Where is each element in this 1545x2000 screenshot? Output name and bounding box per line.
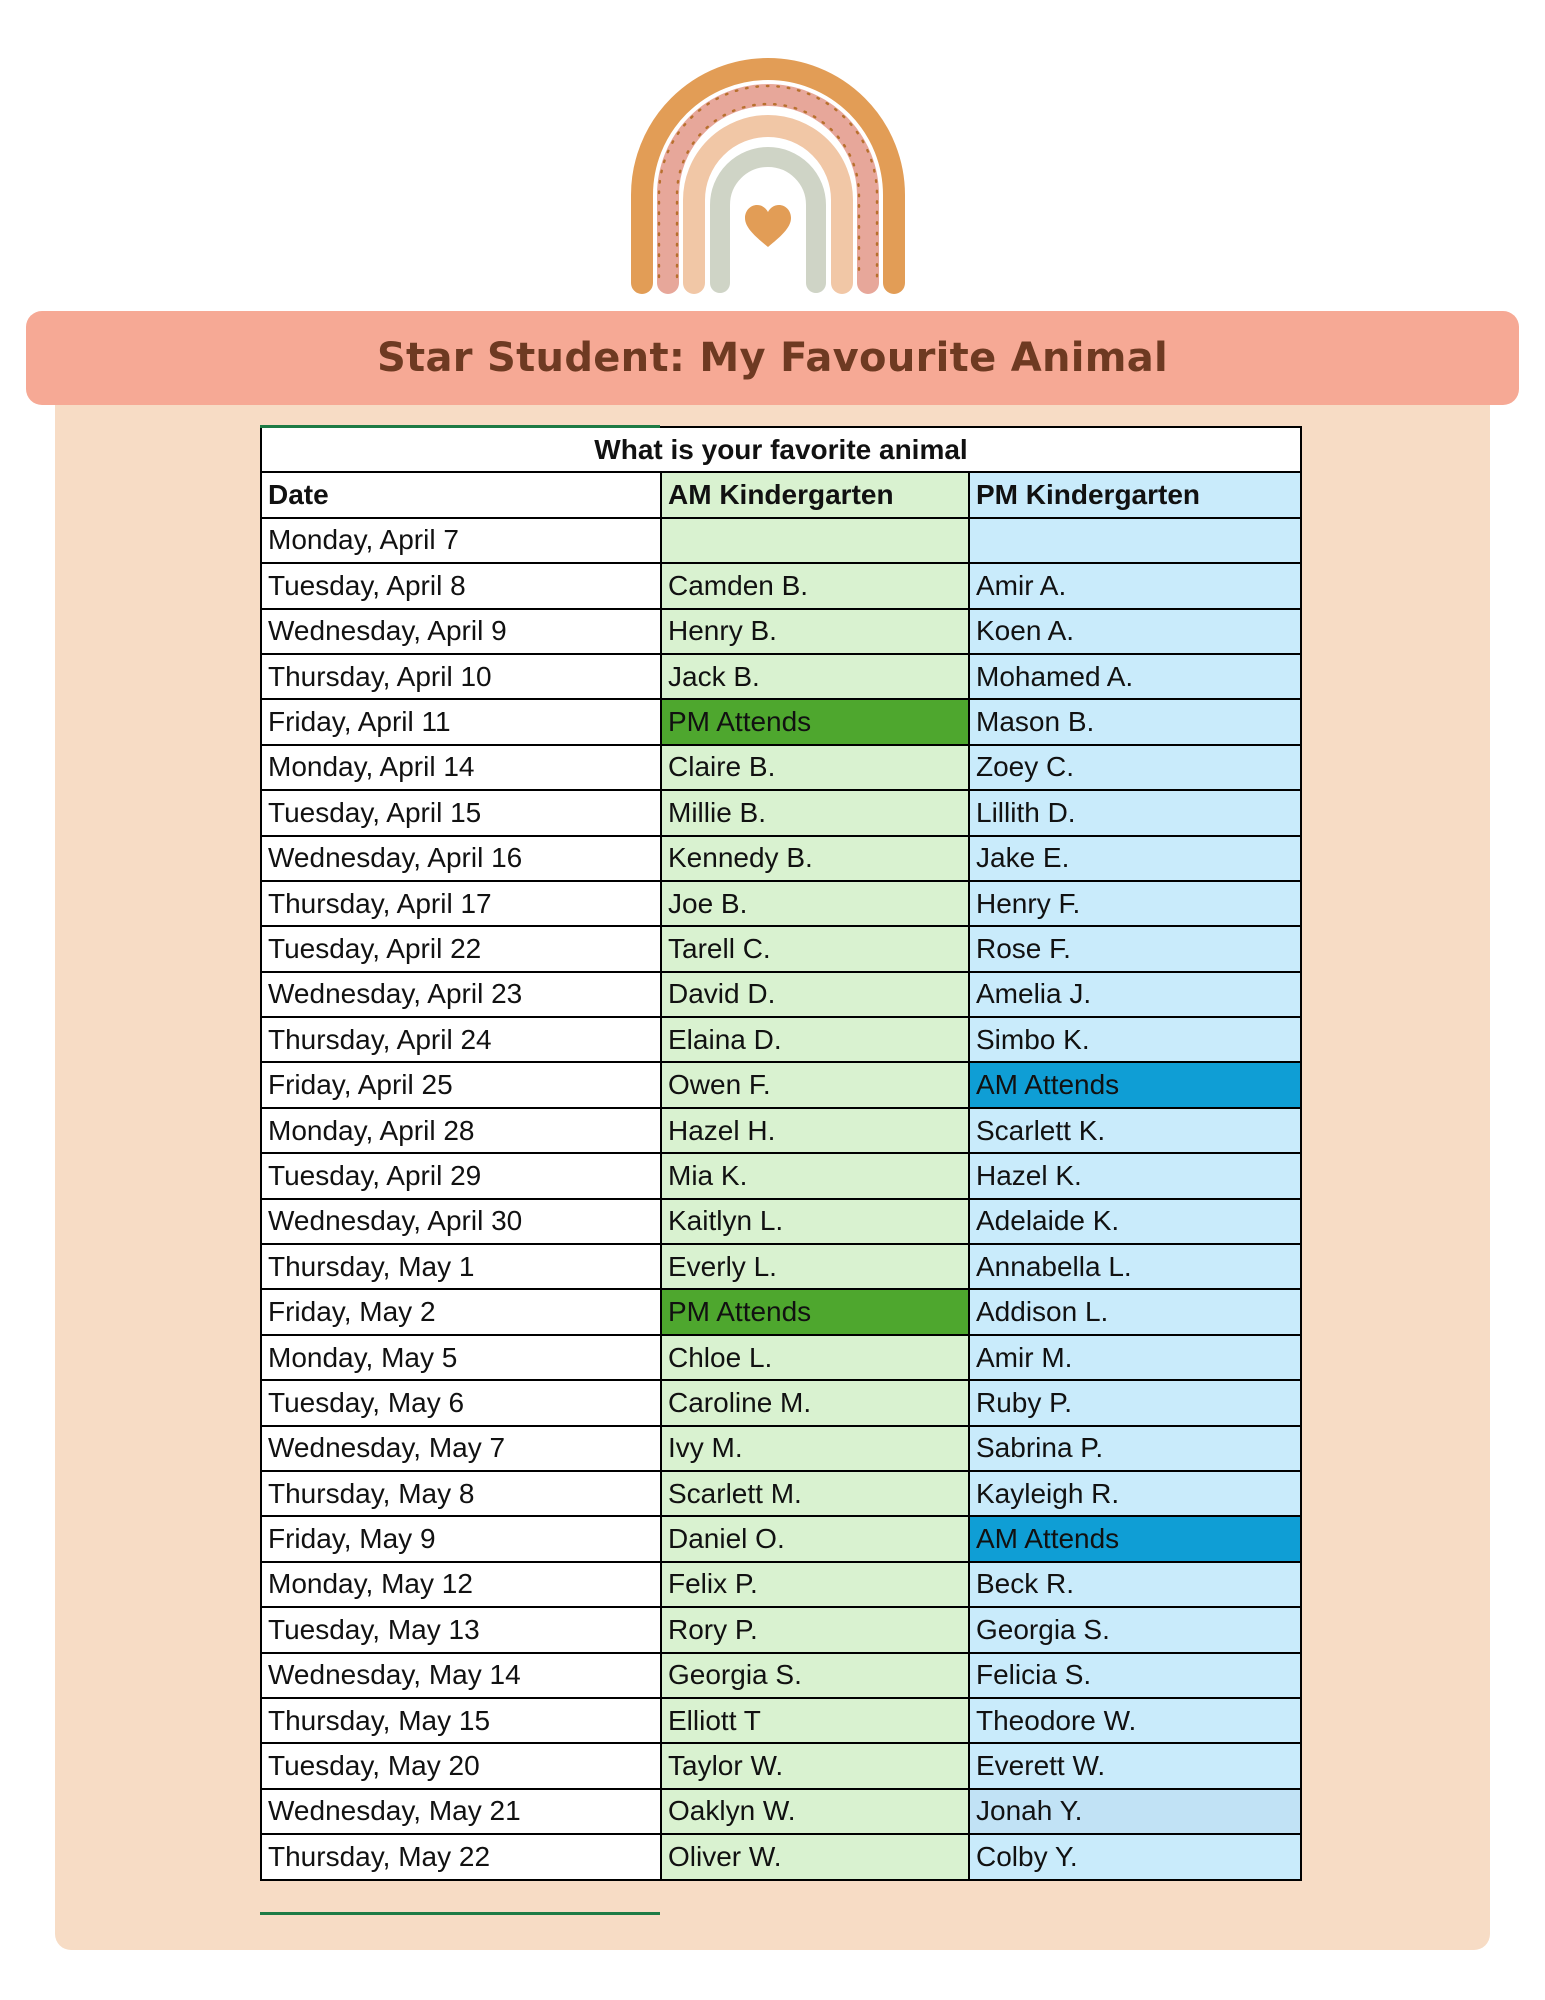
pm-student-cell: Theodore W. xyxy=(969,1698,1301,1743)
table-row xyxy=(261,654,1301,699)
am-student-cell: Jack B. xyxy=(661,654,969,699)
pm-student-cell: Simbo K. xyxy=(969,1017,1301,1062)
table-row xyxy=(261,881,1301,926)
pm-student-cell: Scarlett K. xyxy=(969,1108,1301,1153)
date-cell: Thursday, May 15 xyxy=(261,1698,661,1743)
table-row xyxy=(261,1017,1301,1062)
table-row xyxy=(261,1108,1301,1153)
table-row xyxy=(261,1153,1301,1198)
table-row xyxy=(261,609,1301,654)
am-student-cell: Camden B. xyxy=(661,563,969,608)
date-cell: Tuesday, April 29 xyxy=(261,1153,661,1198)
date-cell: Wednesday, May 21 xyxy=(261,1789,661,1834)
am-student-cell: Joe B. xyxy=(661,881,969,926)
am-student-cell: Owen F. xyxy=(661,1062,969,1107)
date-cell: Tuesday, May 13 xyxy=(261,1607,661,1652)
pm-student-cell: Hazel K. xyxy=(969,1153,1301,1198)
date-cell: Friday, April 11 xyxy=(261,699,661,744)
table-row xyxy=(261,790,1301,835)
table-row xyxy=(261,518,1301,563)
pm-student-cell: Colby Y. xyxy=(969,1834,1301,1879)
date-cell: Thursday, May 8 xyxy=(261,1471,661,1516)
pm-student-cell: Everett W. xyxy=(969,1743,1301,1788)
table-row xyxy=(261,1607,1301,1652)
pm-student-cell: AM Attends xyxy=(969,1516,1301,1561)
table-row xyxy=(261,745,1301,790)
table-title: What is your favorite animal xyxy=(261,427,1301,472)
am-student-cell: Elaina D. xyxy=(661,1017,969,1062)
pm-student-cell: Felicia S. xyxy=(969,1653,1301,1698)
date-cell: Tuesday, May 20 xyxy=(261,1743,661,1788)
am-student-cell: Henry B. xyxy=(661,609,969,654)
table-row xyxy=(261,563,1301,608)
date-cell: Tuesday, April 22 xyxy=(261,926,661,971)
selection-border-top xyxy=(260,425,660,428)
am-student-cell: Hazel H. xyxy=(661,1108,969,1153)
date-cell: Thursday, April 10 xyxy=(261,654,661,699)
table-row xyxy=(261,1516,1301,1561)
rainbow-heart-icon xyxy=(628,55,908,295)
header-date: Date xyxy=(261,472,661,517)
am-student-cell: Oliver W. xyxy=(661,1834,969,1879)
am-student-cell: Claire B. xyxy=(661,745,969,790)
table-row xyxy=(261,836,1301,881)
table-row xyxy=(261,1062,1301,1107)
am-student-cell xyxy=(661,518,969,563)
table-row xyxy=(261,1743,1301,1788)
table-row xyxy=(261,926,1301,971)
date-cell: Wednesday, May 7 xyxy=(261,1426,661,1471)
pm-student-cell: Koen A. xyxy=(969,609,1301,654)
pm-student-cell: Kayleigh R. xyxy=(969,1471,1301,1516)
table-row xyxy=(261,1789,1301,1834)
date-cell: Friday, May 2 xyxy=(261,1289,661,1334)
header-am-kindergarten: AM Kindergarten xyxy=(661,472,969,517)
table-row xyxy=(261,1562,1301,1607)
table-row xyxy=(261,1471,1301,1516)
date-cell: Wednesday, April 16 xyxy=(261,836,661,881)
date-cell: Friday, April 25 xyxy=(261,1062,661,1107)
selection-border-bottom xyxy=(260,1912,660,1915)
pm-student-cell xyxy=(969,518,1301,563)
header-pm-kindergarten: PM Kindergarten xyxy=(969,472,1301,517)
date-cell: Tuesday, April 8 xyxy=(261,563,661,608)
pm-student-cell: Mason B. xyxy=(969,699,1301,744)
page-title: Star Student: My Favourite Animal xyxy=(376,335,1169,381)
am-student-cell: Ivy M. xyxy=(661,1426,969,1471)
am-student-cell: David D. xyxy=(661,972,969,1017)
am-student-cell: Felix P. xyxy=(661,1562,969,1607)
date-cell: Wednesday, April 23 xyxy=(261,972,661,1017)
am-student-cell: Everly L. xyxy=(661,1244,969,1289)
am-student-cell: Scarlett M. xyxy=(661,1471,969,1516)
am-student-cell: Georgia S. xyxy=(661,1653,969,1698)
table-row xyxy=(261,1244,1301,1289)
table-row xyxy=(261,1834,1301,1879)
date-cell: Wednesday, May 14 xyxy=(261,1653,661,1698)
date-cell: Thursday, May 1 xyxy=(261,1244,661,1289)
am-student-cell: Kennedy B. xyxy=(661,836,969,881)
date-cell: Tuesday, April 15 xyxy=(261,790,661,835)
pm-student-cell: Georgia S. xyxy=(969,1607,1301,1652)
pm-student-cell: Rose F. xyxy=(969,926,1301,971)
am-student-cell: Caroline M. xyxy=(661,1380,969,1425)
table-row xyxy=(261,972,1301,1017)
pm-student-cell: Ruby P. xyxy=(969,1380,1301,1425)
schedule-table xyxy=(260,426,1302,1881)
am-student-cell: PM Attends xyxy=(661,1289,969,1334)
date-cell: Monday, May 5 xyxy=(261,1335,661,1380)
date-cell: Thursday, May 22 xyxy=(261,1834,661,1879)
date-cell: Monday, April 14 xyxy=(261,745,661,790)
pm-student-cell: Amelia J. xyxy=(969,972,1301,1017)
am-student-cell: Elliott T xyxy=(661,1698,969,1743)
pm-student-cell: Annabella L. xyxy=(969,1244,1301,1289)
am-student-cell: Mia K. xyxy=(661,1153,969,1198)
table-row xyxy=(261,1426,1301,1471)
am-student-cell: Rory P. xyxy=(661,1607,969,1652)
table-row xyxy=(261,1199,1301,1244)
am-student-cell: Millie B. xyxy=(661,790,969,835)
date-cell: Thursday, April 17 xyxy=(261,881,661,926)
pm-student-cell: Jake E. xyxy=(969,836,1301,881)
date-cell: Wednesday, April 9 xyxy=(261,609,661,654)
table-row xyxy=(261,1289,1301,1334)
pm-student-cell: Zoey C. xyxy=(969,745,1301,790)
am-student-cell: Tarell C. xyxy=(661,926,969,971)
date-cell: Friday, May 9 xyxy=(261,1516,661,1561)
pm-student-cell: Sabrina P. xyxy=(969,1426,1301,1471)
am-student-cell: Taylor W. xyxy=(661,1743,969,1788)
table-row xyxy=(261,1335,1301,1380)
am-student-cell: Oaklyn W. xyxy=(661,1789,969,1834)
am-student-cell: Chloe L. xyxy=(661,1335,969,1380)
date-cell: Tuesday, May 6 xyxy=(261,1380,661,1425)
table-row xyxy=(261,1653,1301,1698)
pm-student-cell: Beck R. xyxy=(969,1562,1301,1607)
pm-student-cell: Mohamed A. xyxy=(969,654,1301,699)
date-cell: Monday, April 28 xyxy=(261,1108,661,1153)
date-cell: Monday, April 7 xyxy=(261,518,661,563)
date-cell: Thursday, April 24 xyxy=(261,1017,661,1062)
am-student-cell: Kaitlyn L. xyxy=(661,1199,969,1244)
pm-student-cell: AM Attends xyxy=(969,1062,1301,1107)
am-student-cell: PM Attends xyxy=(661,699,969,744)
pm-student-cell: Amir A. xyxy=(969,563,1301,608)
table-row xyxy=(261,1380,1301,1425)
date-cell: Monday, May 12 xyxy=(261,1562,661,1607)
pm-student-cell: Jonah Y. xyxy=(969,1789,1301,1834)
pm-student-cell: Addison L. xyxy=(969,1289,1301,1334)
date-cell: Wednesday, April 30 xyxy=(261,1199,661,1244)
pm-student-cell: Amir M. xyxy=(969,1335,1301,1380)
table-row xyxy=(261,1698,1301,1743)
pm-student-cell: Adelaide K. xyxy=(969,1199,1301,1244)
pm-student-cell: Lillith D. xyxy=(969,790,1301,835)
pm-student-cell: Henry F. xyxy=(969,881,1301,926)
am-student-cell: Daniel O. xyxy=(661,1516,969,1561)
table-row xyxy=(261,699,1301,744)
title-banner xyxy=(26,311,1519,405)
